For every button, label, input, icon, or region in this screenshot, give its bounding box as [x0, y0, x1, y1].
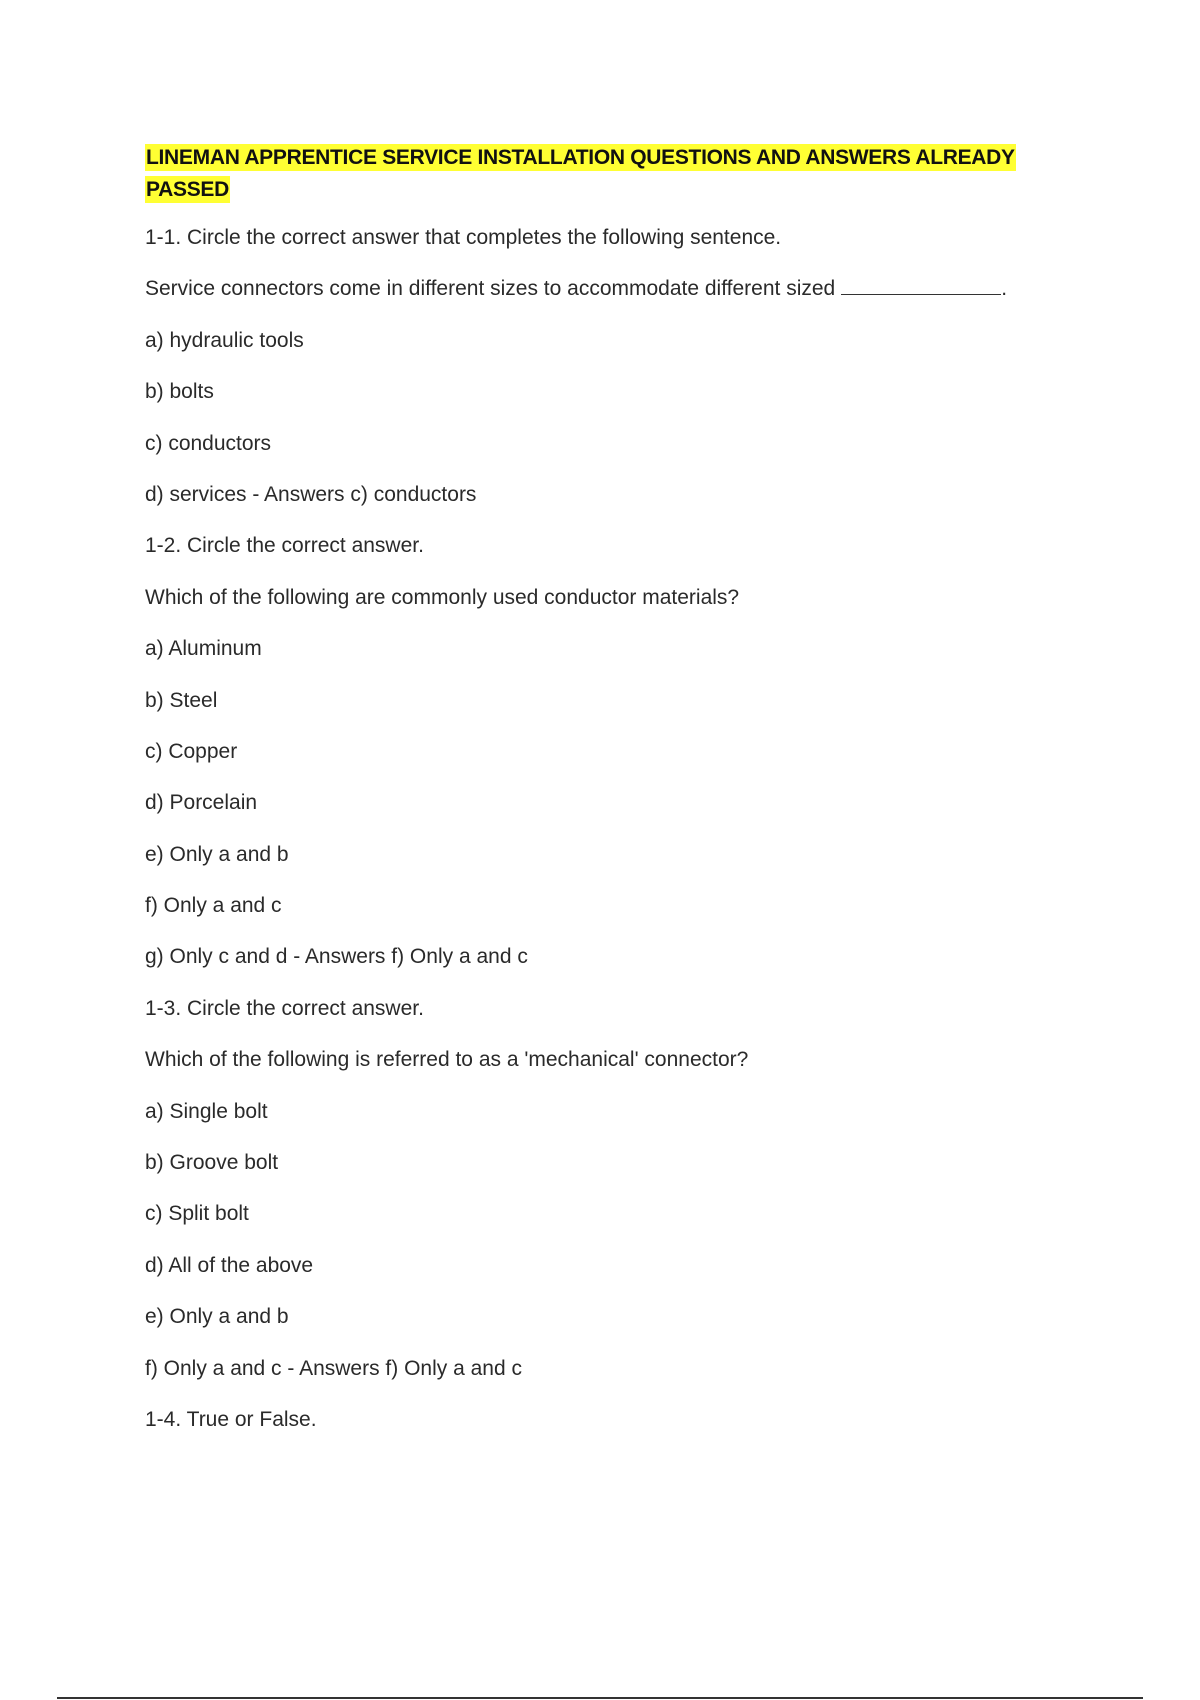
question-2-option-d: d) Porcelain: [145, 791, 258, 815]
question-1-option-d-answer: d) services - Answers c) conductors: [145, 482, 477, 506]
question-1-sentence-text: Service connectors come in different sizes to accommodate different sized: [145, 277, 836, 301]
question-3-option-c: c) Split bolt: [145, 1202, 249, 1226]
question-1-sentence: [145, 263, 1065, 314]
question-3-option-d: d) All of the above: [145, 1253, 314, 1277]
page-bottom-rule: [57, 1697, 1143, 1699]
question-list: [145, 212, 1065, 1445]
question-3-option-f-answer: f) Only a and c - Answers f) Only a and c: [145, 1356, 522, 1380]
question-3-question: Which of the following is referred to as a 'mechanical' connector?: [145, 1048, 749, 1072]
question-3-prompt: 1-3. Circle the correct answer.: [145, 996, 424, 1020]
question-1-option-c: c) conductors: [145, 431, 272, 455]
title-line-1: LINEMAN APPRENTICE SERVICE INSTALLATION QUESTIONS AND ANSWERS ALREADY: [146, 146, 1015, 169]
question-1-prompt: 1-1. Circle the correct answer that completes the following sentence.: [145, 226, 782, 249]
document-title: [145, 142, 1065, 206]
title-line-2: PASSED: [146, 178, 229, 201]
question-3-option-b: b) Groove bolt: [145, 1151, 279, 1175]
question-2-option-a: a) Aluminum: [145, 637, 262, 661]
question-2-option-b: b) Steel: [145, 688, 218, 712]
question-2-option-g-answer: g) Only c and d - Answers f) Only a and c: [145, 945, 528, 969]
question-1-option-b: b) bolts: [145, 380, 214, 404]
question-1-option-a: a) hydraulic tools: [145, 328, 304, 352]
fill-in-blank: [841, 278, 1001, 295]
question-4-prompt: 1-4. True or False.: [145, 1407, 317, 1431]
question-2-prompt: 1-2. Circle the correct answer.: [145, 534, 424, 558]
question-3-option-a: a) Single bolt: [145, 1099, 268, 1123]
question-2-question: Which of the following are commonly used conductor materials?: [145, 585, 740, 609]
question-3-option-e: e) Only a and b: [145, 1305, 289, 1329]
question-2-option-f: f) Only a and c: [145, 894, 282, 918]
question-2-option-e: e) Only a and b: [145, 842, 289, 866]
question-2-option-c: c) Copper: [145, 739, 238, 763]
document-page: [145, 142, 1065, 1445]
blank-suffix: .: [1001, 277, 1008, 301]
